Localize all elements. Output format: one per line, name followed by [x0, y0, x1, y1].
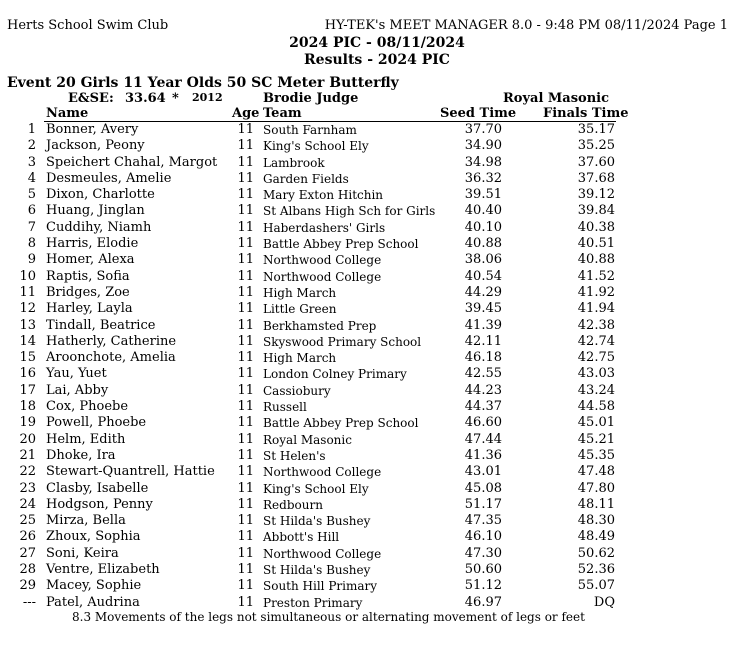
result-age: 11	[237, 529, 254, 545]
col-header-finals: Finals Time	[543, 106, 629, 121]
result-seed-time: 43.01	[464, 464, 502, 480]
result-name: Patel, Audrina	[46, 594, 140, 610]
club-name: Herts School Swim Club	[7, 18, 169, 33]
result-name: Raptis, Sofia	[46, 268, 130, 284]
result-seed-time: 44.37	[464, 399, 502, 415]
result-seed-time: 45.08	[464, 480, 502, 496]
result-place: 21	[19, 447, 36, 463]
dq-note: 8.3 Movements of the legs not simultaneous or alternating movement of legs or feet	[72, 610, 585, 624]
result-place: 3	[27, 154, 36, 170]
result-age: 11	[237, 513, 254, 529]
table-row	[0, 383, 754, 399]
table-row	[0, 595, 754, 611]
table-row	[0, 187, 754, 203]
result-finals-time: 43.24	[577, 382, 615, 398]
result-seed-time: 37.70	[464, 122, 502, 137]
result-name: Bridges, Zoe	[46, 284, 130, 300]
result-seed-time: 42.11	[464, 333, 502, 349]
result-name: Homer, Alexa	[46, 252, 135, 268]
result-seed-time: 46.97	[464, 594, 502, 610]
result-place: 14	[19, 333, 36, 349]
result-place: 22	[19, 464, 36, 480]
result-age: 11	[237, 496, 254, 512]
result-name: Macey, Sophie	[46, 578, 142, 594]
table-row	[0, 236, 754, 252]
result-age: 11	[237, 480, 254, 496]
result-finals-time: 48.49	[577, 529, 615, 545]
result-finals-time: 47.48	[577, 464, 615, 480]
result-finals-time: 50.62	[577, 545, 615, 561]
result-age: 11	[237, 219, 254, 235]
result-age: 11	[237, 154, 254, 170]
result-seed-time: 46.10	[464, 529, 502, 545]
record-holder: Brodie Judge	[263, 91, 359, 106]
result-name: Helm, Edith	[46, 431, 126, 447]
result-finals-time: 40.51	[577, 236, 615, 252]
result-team: Northwood College	[263, 269, 382, 284]
result-age: 11	[237, 187, 254, 203]
result-name: Huang, Jinglan	[46, 203, 145, 219]
result-seed-time: 47.44	[464, 431, 502, 447]
result-place: 8	[27, 236, 36, 252]
table-row	[0, 578, 754, 594]
result-finals-time: 45.01	[577, 415, 615, 431]
result-name: Clasby, Isabelle	[46, 480, 149, 496]
result-name: Cox, Phoebe	[46, 399, 129, 415]
result-team: Northwood College	[263, 546, 382, 561]
result-seed-time: 40.40	[464, 203, 502, 219]
result-name: Cuddihy, Niamh	[46, 219, 152, 235]
table-row	[0, 252, 754, 268]
result-age: 11	[237, 366, 254, 382]
result-seed-time: 40.88	[464, 236, 502, 252]
result-team: Abbott's Hill	[263, 530, 340, 545]
result-seed-time: 40.10	[464, 219, 502, 235]
result-place: ---	[22, 594, 36, 610]
result-team: Redbourn	[263, 497, 323, 512]
result-seed-time: 47.35	[464, 513, 502, 529]
result-team: Battle Abbey Prep School	[263, 416, 419, 431]
result-age: 11	[237, 138, 254, 154]
result-age: 11	[237, 268, 254, 284]
result-finals-time: DQ	[593, 594, 615, 610]
result-team: Garden Fields	[263, 171, 349, 186]
result-age: 11	[237, 236, 254, 252]
result-finals-time: 43.03	[577, 366, 615, 382]
result-seed-time: 39.51	[464, 187, 502, 203]
result-team: Skyswood Primary School	[263, 334, 422, 349]
result-finals-time: 40.38	[577, 219, 615, 235]
table-row	[0, 285, 754, 301]
result-name: Tindall, Beatrice	[46, 317, 156, 333]
result-team: South Hill Primary	[263, 579, 378, 594]
result-age: 11	[237, 399, 254, 415]
result-name: Yau, Yuet	[46, 366, 107, 382]
result-team: King's School Ely	[263, 481, 369, 496]
table-row	[0, 546, 754, 562]
result-name: Powell, Phoebe	[46, 415, 147, 431]
result-seed-time: 44.29	[464, 284, 502, 300]
record-year: 2012	[192, 91, 223, 104]
result-place: 20	[19, 431, 36, 447]
result-finals-time: 40.88	[577, 252, 615, 268]
table-row	[0, 497, 754, 513]
result-name: Jackson, Peony	[46, 138, 145, 154]
software-header: HY-TEK's MEET MANAGER 8.0 - 9:48 PM 08/11/2024 Page 1	[324, 18, 728, 33]
table-row	[0, 448, 754, 464]
result-place: 27	[19, 545, 36, 561]
table-row	[0, 301, 754, 317]
result-name: Aroonchote, Amelia	[46, 350, 176, 366]
result-place: 4	[27, 170, 36, 186]
result-seed-time: 34.90	[464, 138, 502, 154]
meet-title: 2024 PIC - 08/11/2024	[289, 35, 465, 51]
result-name: Desmeules, Amelie	[46, 170, 172, 186]
result-finals-time: 41.52	[577, 268, 615, 284]
result-age: 11	[237, 350, 254, 366]
result-team: South Farnham	[263, 123, 357, 137]
result-name: Zhoux, Sophia	[46, 529, 141, 545]
result-finals-time: 52.36	[577, 562, 615, 578]
col-header-age: Age	[232, 106, 260, 121]
result-seed-time: 46.18	[464, 350, 502, 366]
result-seed-time: 38.06	[464, 252, 502, 268]
result-seed-time: 36.32	[464, 170, 502, 186]
result-age: 11	[237, 122, 254, 137]
result-place: 6	[27, 203, 36, 219]
record-time: 33.64	[125, 91, 166, 106]
result-name: Dixon, Charlotte	[46, 187, 155, 203]
result-age: 11	[237, 203, 254, 219]
result-age: 11	[237, 562, 254, 578]
result-team: St Hilda's Bushey	[263, 514, 371, 529]
table-row	[0, 334, 754, 350]
result-finals-time: 35.25	[577, 138, 615, 154]
result-place: 13	[19, 317, 36, 333]
result-name: Soni, Keira	[46, 545, 119, 561]
result-name: Hodgson, Penny	[46, 496, 153, 512]
result-place: 15	[19, 350, 36, 366]
result-age: 11	[237, 284, 254, 300]
results-title: Results - 2024 PIC	[304, 52, 450, 68]
table-row	[0, 481, 754, 497]
result-team: Lambrook	[263, 155, 325, 170]
result-team: Northwood College	[263, 465, 382, 480]
col-header-team: Team	[263, 106, 302, 121]
result-name: Mirza, Bella	[46, 513, 126, 529]
result-name: Lai, Abby	[46, 382, 109, 398]
result-finals-time: 45.21	[577, 431, 615, 447]
result-team: Berkhamsted Prep	[263, 318, 377, 333]
result-team: St Albans High Sch for Girls	[263, 204, 436, 219]
result-age: 11	[237, 545, 254, 561]
table-row	[0, 529, 754, 545]
result-team: Royal Masonic	[263, 432, 352, 447]
result-age: 11	[237, 252, 254, 268]
result-name: Harley, Layla	[46, 301, 133, 317]
result-team: Cassiobury	[263, 383, 331, 398]
result-team: Russell	[263, 400, 307, 415]
table-row	[0, 464, 754, 480]
table-row	[0, 203, 754, 219]
result-finals-time: 37.60	[577, 154, 615, 170]
table-row	[0, 562, 754, 578]
col-header-name: Name	[46, 106, 89, 121]
result-finals-time: 47.80	[577, 480, 615, 496]
result-name: Stewart-Quantrell, Hattie	[46, 464, 215, 480]
result-place: 12	[19, 301, 36, 317]
table-row	[0, 415, 754, 431]
table-row	[0, 171, 754, 187]
result-finals-time: 48.30	[577, 513, 615, 529]
result-seed-time: 46.60	[464, 415, 502, 431]
table-row	[0, 138, 754, 154]
table-row	[0, 269, 754, 285]
result-age: 11	[237, 594, 254, 610]
result-finals-time: 39.12	[577, 187, 615, 203]
result-team: Northwood College	[263, 253, 382, 268]
result-seed-time: 51.12	[464, 578, 502, 594]
result-team: High March	[263, 285, 337, 300]
table-row	[0, 399, 754, 415]
result-place: 1	[27, 122, 36, 137]
result-team: Little Green	[263, 302, 337, 317]
results-table	[0, 122, 754, 611]
result-place: 26	[19, 529, 36, 545]
result-name: Dhoke, Ira	[46, 447, 116, 463]
record-team: Royal Masonic	[503, 91, 610, 106]
result-place: 10	[19, 268, 36, 284]
result-team: St Hilda's Bushey	[263, 563, 371, 578]
record-label: E&SE:	[68, 91, 114, 106]
result-age: 11	[237, 431, 254, 447]
result-seed-time: 40.54	[464, 268, 502, 284]
result-seed-time: 44.23	[464, 382, 502, 398]
result-team: King's School Ely	[263, 139, 369, 154]
result-name: Bonner, Avery	[46, 122, 139, 137]
result-age: 11	[237, 415, 254, 431]
result-name: Speichert Chahal, Margot	[46, 154, 218, 170]
table-row	[0, 155, 754, 171]
result-finals-time: 41.94	[577, 301, 615, 317]
result-place: 11	[19, 284, 36, 300]
result-age: 11	[237, 301, 254, 317]
result-name: Ventre, Elizabeth	[46, 562, 160, 578]
table-row	[0, 220, 754, 236]
result-finals-time: 48.11	[577, 496, 615, 512]
result-team: London Colney Primary	[263, 367, 407, 382]
result-seed-time: 51.17	[464, 496, 502, 512]
result-place: 2	[27, 138, 36, 154]
table-row	[0, 513, 754, 529]
result-age: 11	[237, 317, 254, 333]
result-place: 16	[19, 366, 36, 382]
result-finals-time: 35.17	[577, 122, 615, 137]
result-place: 25	[19, 513, 36, 529]
result-place: 7	[27, 219, 36, 235]
result-seed-time: 39.45	[464, 301, 502, 317]
result-finals-time: 42.75	[577, 350, 615, 366]
result-age: 11	[237, 447, 254, 463]
result-finals-time: 37.68	[577, 170, 615, 186]
table-row	[0, 350, 754, 366]
result-place: 17	[19, 382, 36, 398]
result-finals-time: 55.07	[577, 578, 615, 594]
table-row	[0, 432, 754, 448]
result-name: Harris, Elodie	[46, 236, 139, 252]
result-age: 11	[237, 382, 254, 398]
result-name: Hatherly, Catherine	[46, 333, 177, 349]
result-team: Haberdashers' Girls	[263, 220, 386, 235]
result-finals-time: 45.35	[577, 447, 615, 463]
result-place: 19	[19, 415, 36, 431]
result-team: Mary Exton Hitchin	[263, 188, 384, 203]
result-age: 11	[237, 170, 254, 186]
result-seed-time: 41.39	[464, 317, 502, 333]
result-seed-time: 50.60	[464, 562, 502, 578]
result-place: 23	[19, 480, 36, 496]
result-finals-time: 39.84	[577, 203, 615, 219]
result-place: 9	[27, 252, 36, 268]
result-finals-time: 42.38	[577, 317, 615, 333]
result-place: 5	[27, 187, 36, 203]
col-header-seed: Seed Time	[440, 106, 517, 121]
result-seed-time: 41.36	[464, 447, 502, 463]
event-title: Event 20 Girls 11 Year Olds 50 SC Meter Butterfly	[7, 75, 399, 91]
table-row	[0, 318, 754, 334]
result-finals-time: 44.58	[577, 399, 615, 415]
table-row	[0, 122, 754, 138]
result-seed-time: 42.55	[464, 366, 502, 382]
result-place: 29	[19, 578, 36, 594]
table-row	[0, 366, 754, 382]
result-age: 11	[237, 464, 254, 480]
result-finals-time: 42.74	[577, 333, 615, 349]
result-team: St Helen's	[263, 448, 326, 463]
result-team: High March	[263, 351, 337, 366]
record-mark: *	[172, 91, 179, 106]
result-seed-time: 47.30	[464, 545, 502, 561]
result-age: 11	[237, 578, 254, 594]
result-place: 28	[19, 562, 36, 578]
result-place: 24	[19, 496, 36, 512]
result-team: Battle Abbey Prep School	[263, 237, 419, 252]
result-finals-time: 41.92	[577, 284, 615, 300]
result-team: Preston Primary	[263, 595, 363, 610]
result-place: 18	[19, 399, 36, 415]
result-age: 11	[237, 333, 254, 349]
result-seed-time: 34.98	[464, 154, 502, 170]
